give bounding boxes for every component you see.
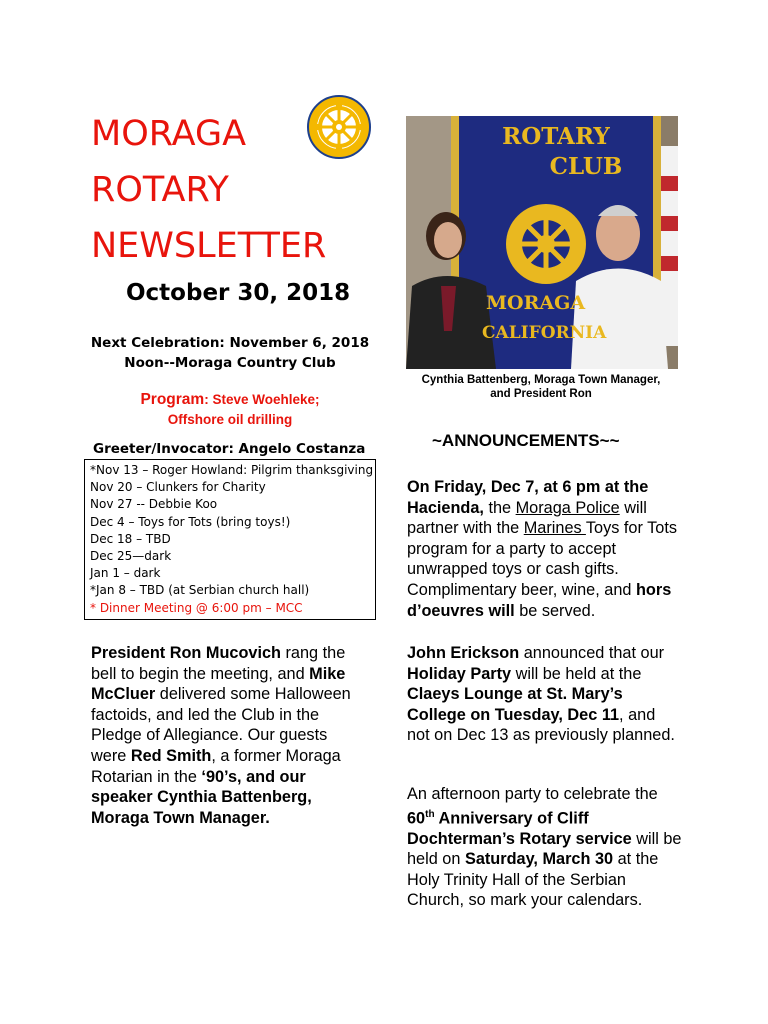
next-celebration [80, 333, 380, 373]
schedule-item: *Jan 8 – TBD (at Serbian church hall) [90, 583, 310, 598]
guest-name: Red Smith [130, 746, 212, 765]
anniversary-date: Saturday, March 30 [464, 850, 614, 869]
greeter: Greeter/Invocator: Angelo Costanza [93, 441, 366, 457]
announcement-text: announced that our [519, 644, 665, 662]
member-name: John Erickson [407, 644, 520, 662]
title-line-2: ROTARY [91, 170, 229, 210]
photo-caption [398, 373, 684, 401]
holiday-party: Holiday Party [407, 664, 512, 683]
announcements-heading: ~ANNOUNCEMENTS~~ [432, 431, 620, 450]
announcement-text: , and not on Dec 13 as previously planned. [407, 705, 675, 745]
event-date: On Friday, Dec 7, at 6 pm at the Hacienda, [407, 478, 649, 517]
banner-text-bottom [482, 288, 607, 348]
schedule-item: Dec 25—dark [90, 549, 172, 564]
schedule-item: Jan 1 – dark [90, 566, 161, 581]
banner-line-2: CLUB [549, 153, 623, 180]
report-text: rang the bell to begin the meeting, and [91, 644, 346, 683]
announcement-holiday-party [407, 643, 677, 746]
anniversary-suffix: th [425, 808, 435, 820]
title-line-3: NEWSLETTER [91, 226, 327, 266]
newsletter-title [91, 106, 326, 274]
anniversary-number: 60 [407, 809, 426, 828]
holiday-party-location: Claeys Lounge at St. Mary’s College on Tuesday, Dec 11 [407, 685, 623, 724]
moraga-police-link[interactable]: Moraga Police [515, 498, 620, 517]
marines-link[interactable]: Marines [523, 519, 586, 538]
speaker-line: ‘90’s, and our speaker Cynthia Battenberg, Moraga Town Manager. [91, 767, 312, 827]
caption-line-2: and President Ron [490, 388, 592, 400]
next-celebration-date: Next Celebration: November 6, 2018 [90, 335, 370, 351]
anniversary-title: Anniversary of Cliff Dochterman’s Rotary service [407, 809, 632, 848]
announcement-anniversary [407, 784, 682, 911]
program-speaker: : Steve Woehleke; [204, 392, 320, 407]
report-text: , a former Moraga Rotarian in the [91, 746, 341, 786]
announcement-text: will be held on [407, 829, 682, 869]
schedule-item: *Nov 13 – Roger Howland: Pilgrim thanksgiving [90, 463, 374, 477]
banner-line-1: ROTARY [502, 123, 610, 150]
banner-text-top [456, 122, 656, 182]
schedule-item: Dec 4 – Toys for Tots (bring toys!) [90, 514, 291, 529]
announcement-text: Toys for Tots program for a party to accept unwrapped toys or cash gifts. Complimentary beer, wine, and [407, 519, 677, 599]
announcement-text: will partner with the [407, 498, 647, 538]
hors-doeuvres: hors d’oeuvres will [407, 580, 672, 620]
schedule-box [84, 459, 376, 620]
next-celebration-venue: Noon--Moraga Country Club [124, 355, 336, 371]
announcement-toys-for-tots [407, 477, 677, 621]
schedule-item: Nov 20 – Clunkers for Charity [90, 480, 266, 495]
schedule-note: * Dinner Meeting @ 6:00 pm – MCC [90, 600, 303, 615]
announcement-text: the [483, 498, 516, 517]
program [80, 390, 380, 430]
banner-line-3: MORAGA [486, 292, 586, 314]
newsletter-date: October 30, 2018 [126, 280, 351, 306]
president-name: President Ron Mucovich [91, 644, 281, 662]
announcement-text: will be held at the [511, 664, 642, 683]
banner-line-4: CALIFORNIA [482, 323, 607, 343]
title-line-1: MORAGA [91, 114, 247, 154]
program-topic: Offshore oil drilling [167, 412, 293, 427]
announcement-text: at the Holy Trinity Hall of the Serbian Church, so mark your calendars. [407, 850, 659, 910]
announcement-text: be served. [514, 601, 596, 620]
club-photo [406, 116, 678, 369]
schedule-item: Dec 18 – TBD [90, 531, 171, 546]
meeting-report [91, 643, 351, 828]
report-text: delivered some Halloween factoids, and led the Club in the Pledge of Allegiance. Our guests were [91, 685, 351, 765]
announcement-text: An afternoon party to celebrate the [407, 785, 658, 803]
rotary-wheel-icon [306, 94, 372, 160]
schedule-item: Nov 27 -- Debbie Koo [90, 497, 218, 512]
member-name: Mike McCluer [91, 664, 346, 704]
program-label: Program [140, 391, 205, 408]
caption-line-1: Cynthia Battenberg, Moraga Town Manager, [421, 374, 661, 386]
